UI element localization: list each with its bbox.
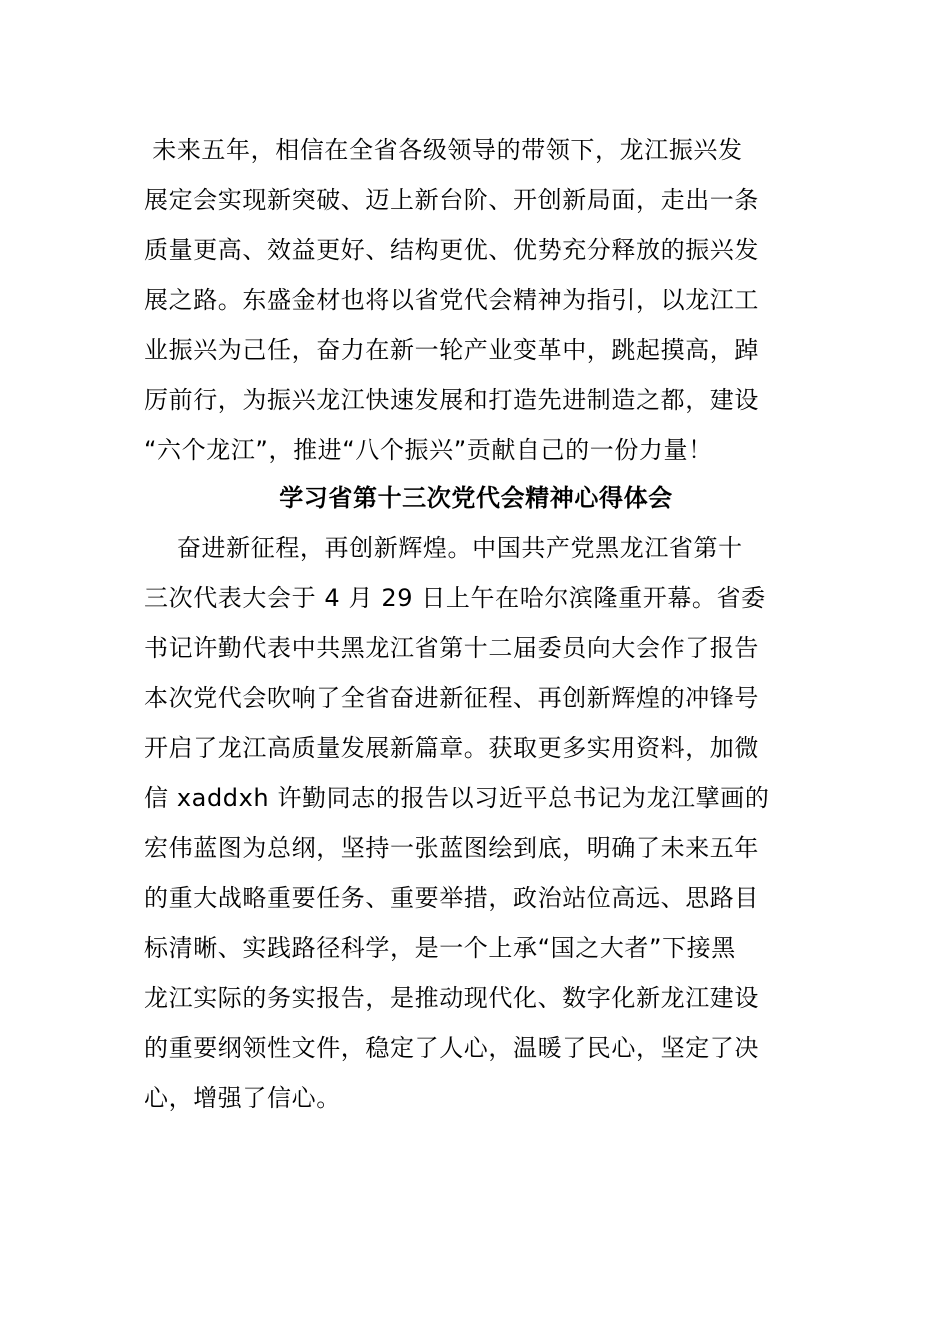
- paragraph1-line-5: 业振兴为己任，奋力在新一轮产业变革中，跳起摸高，踔: [144, 336, 759, 364]
- paragraph2-line-2: 三次代表大会于 4 月 29 日上午在哈尔滨隆重开幕。省委: [144, 584, 766, 612]
- paragraph2-line-1: 奋进新征程，再创新辉煌。中国共产党黑龙江省第十: [144, 534, 743, 562]
- paragraph2-line-8: 的重大战略重要任务、重要举措，政治站位高远、思路目: [144, 884, 759, 912]
- paragraph1-line-7: “六个龙江”，推进“八个振兴”贡献自己的一份力量！: [144, 436, 713, 464]
- paragraph2-line-12: 心，增强了信心。: [144, 1084, 341, 1112]
- paragraph1-line-6: 厉前行，为振兴龙江快速发展和打造先进制造之都，建设: [144, 386, 759, 414]
- paragraph2-line-3: 书记许勤代表中共黑龙江省第十二届委员向大会作了报告: [144, 634, 759, 662]
- paragraph2-line-11: 的重要纲领性文件，稳定了人心，温暖了民心，坚定了决: [144, 1034, 759, 1062]
- paragraph2-line-5: 开启了龙江高质量发展新篇章。获取更多实用资料，加微: [144, 734, 759, 762]
- paragraph2-line-9: 标清晰、实践路径科学，是一个上承“国之大者”下接黑: [144, 934, 736, 962]
- paragraph1-line-4: 展之路。东盛金材也将以省党代会精神为指引，以龙江工: [144, 286, 759, 314]
- paragraph1-line-3: 质量更高、效益更好、结构更优、优势充分释放的振兴发: [144, 236, 759, 264]
- paragraph2-line-6: 信 xaddxh 许勤同志的报告以习近平总书记为龙江擘画的: [144, 784, 770, 812]
- paragraph1-line-2: 展定会实现新突破、迈上新台阶、开创新局面，走出一条: [144, 186, 759, 214]
- section-heading: 学习省第十三次党代会精神心得体会: [279, 484, 673, 512]
- paragraph2-line-10: 龙江实际的务实报告，是推动现代化、数字化新龙江建设: [144, 984, 759, 1012]
- paragraph1-line-1: 未来五年，相信在全省各级领导的带领下，龙江振兴发: [144, 136, 743, 164]
- paragraph2-line-4: 本次党代会吹响了全省奋进新征程、再创新辉煌的冲锋号: [144, 684, 759, 712]
- paragraph2-line-7: 宏伟蓝图为总纲，坚持一张蓝图绘到底，明确了未来五年: [144, 834, 759, 862]
